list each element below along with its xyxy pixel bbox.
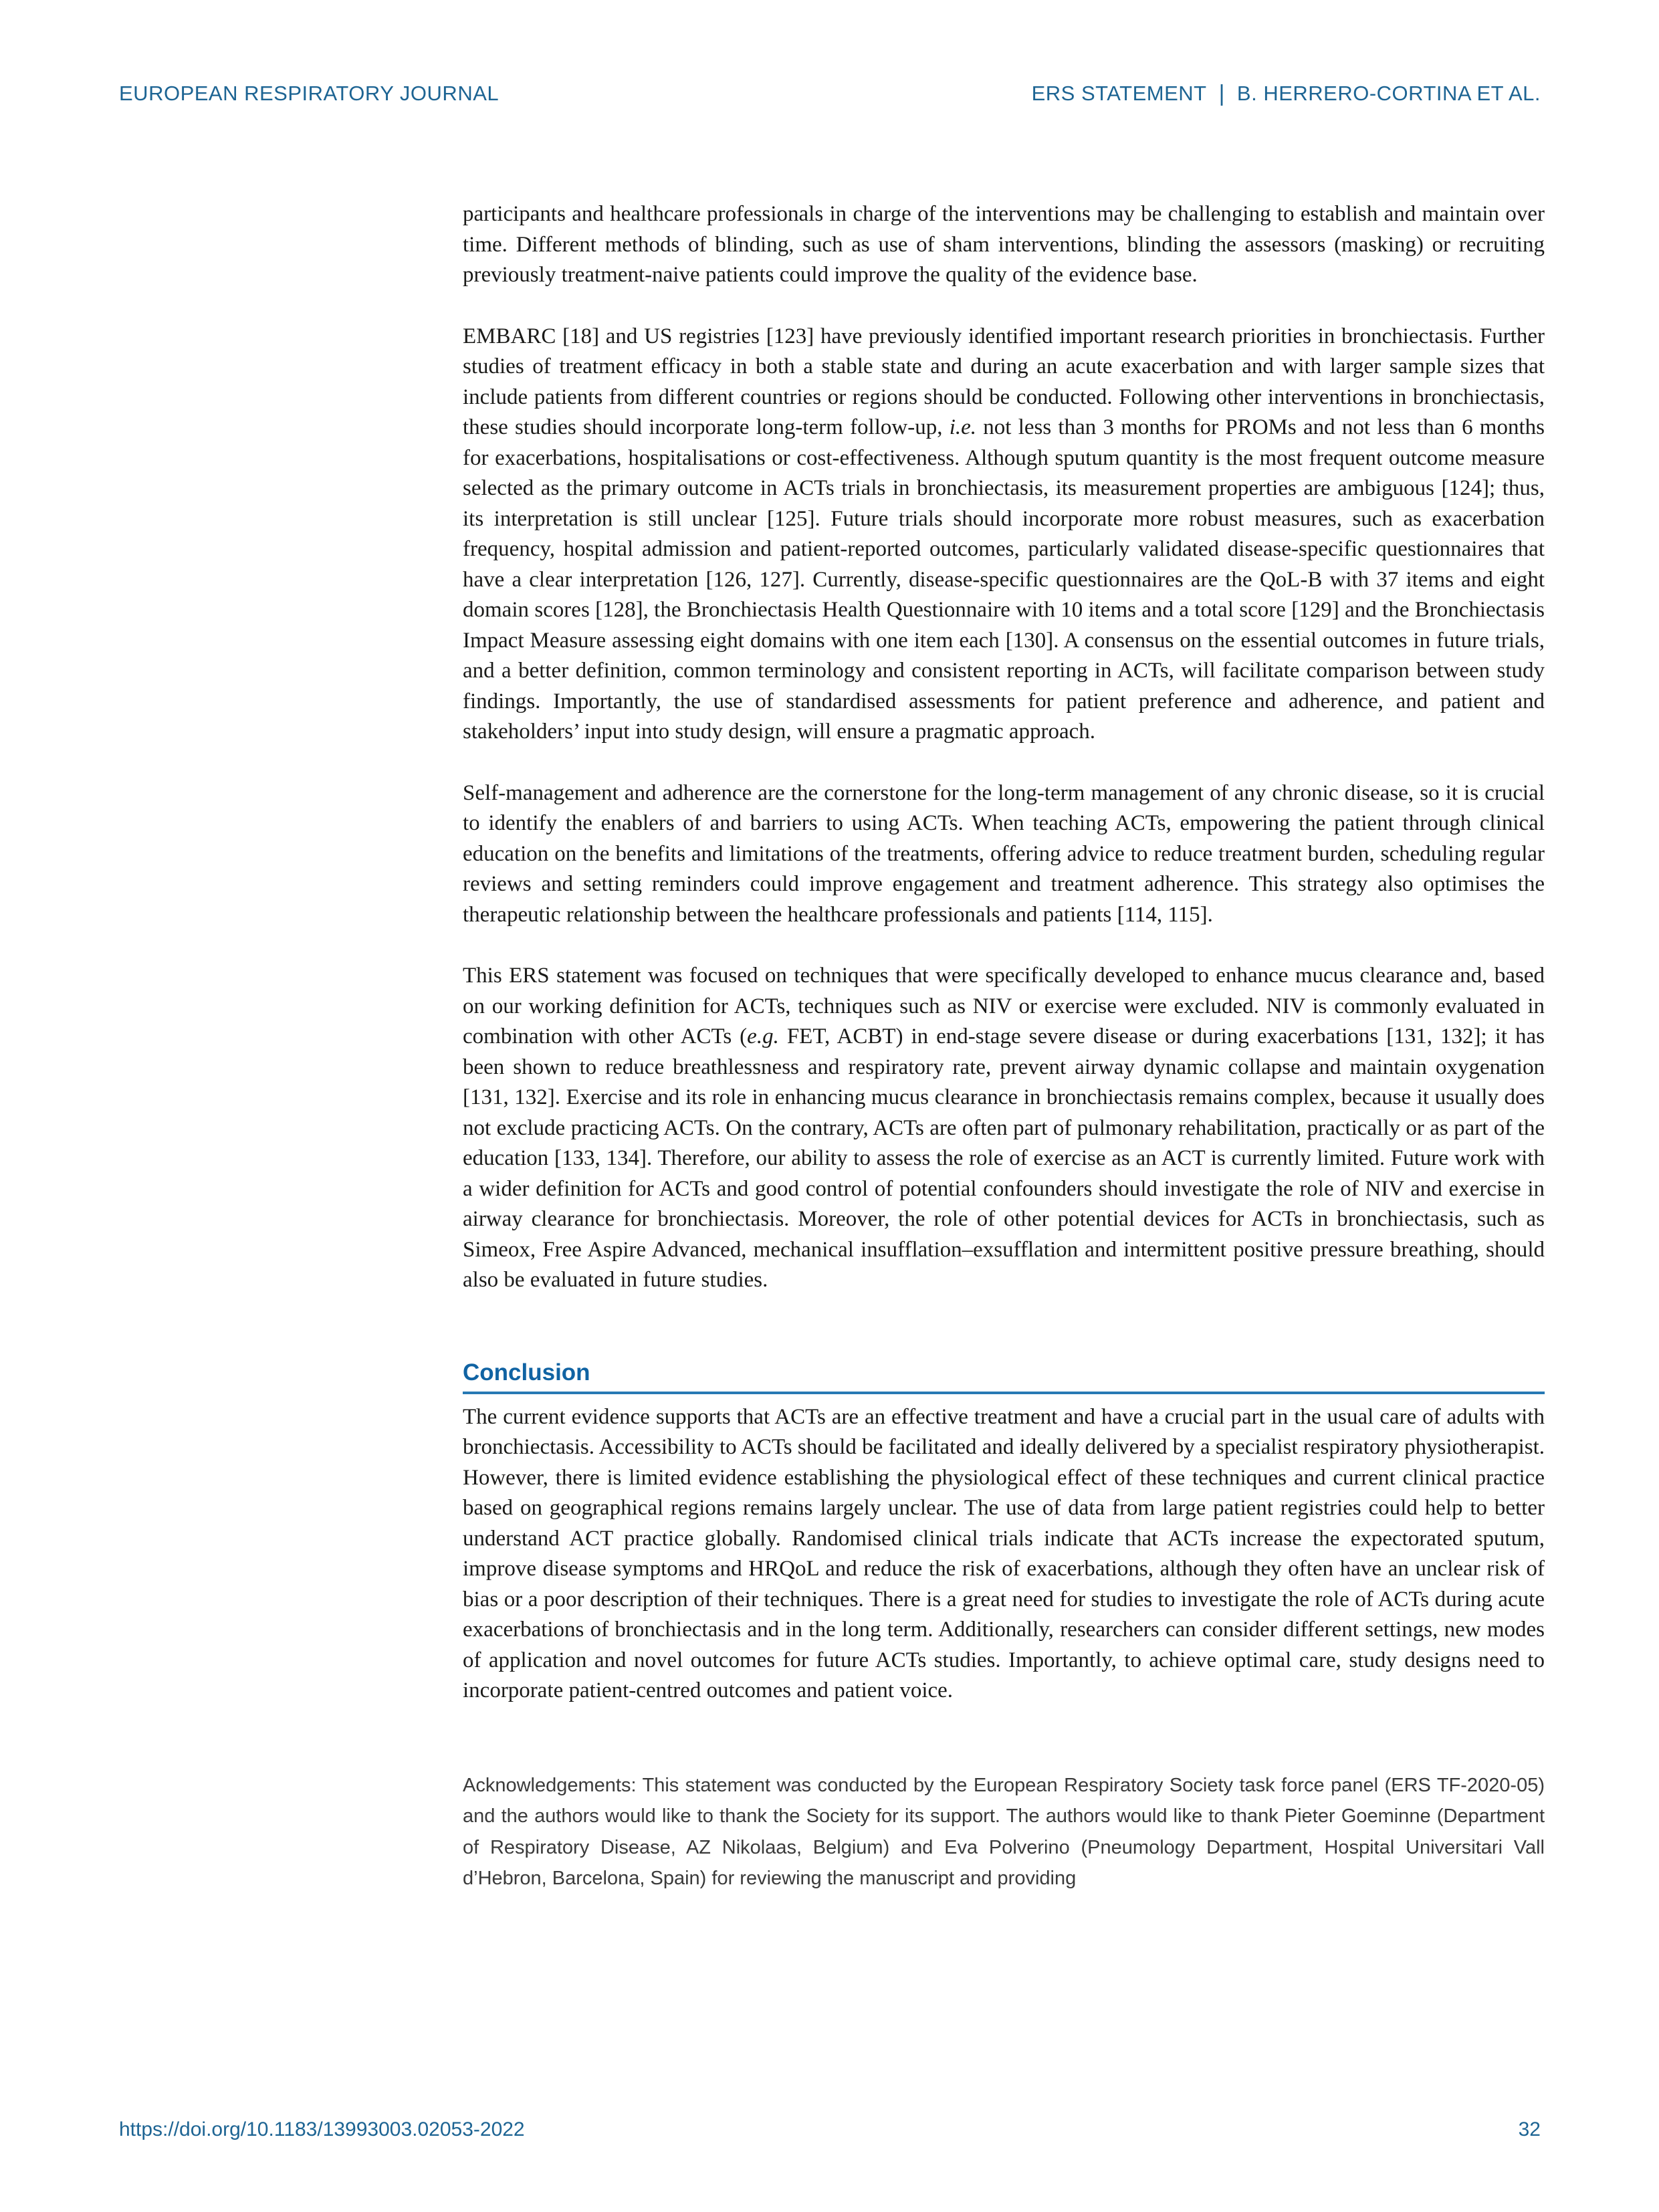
doi-link[interactable]: https://doi.org/10.1183/13993003.02053-2022 [119, 2118, 525, 2140]
conclusion-heading: Conclusion [463, 1359, 590, 1386]
running-head [1032, 80, 1541, 106]
article-type-label: ERS STATEMENT [1031, 82, 1207, 105]
conclusion-paragraph: The current evidence supports that ACTs are an effective treatment and have a crucial part in the usual care of adults with bronchiectasis. Accessibility to ACTs should be facilitated and ideally delivered by a specialist respiratory physiotherapist. However, there is limited evidence establishing the physiological effect of these techniques and current clinical practice based on geographical regions remains largely unclear. The use of data from large patient registries could help to better understand ACT practice globally. Randomised clinical trials indicate that ACTs increase the expectorated sputum, improve disease symptoms and HRQoL and reduce the risk of exacerbations, although they often have an unclear risk of bias or a poor description of their techniques. There is a great need for studies to investigate the role of ACTs during acute exacerbations of bronchiectasis and in the long term. Additionally, researchers can consider different settings, new modes of application and novel outcomes for future ACTs studies. Importantly, to achieve optimal care, study designs need to incorporate patient-centred outcomes and patient voice. [463, 1404, 1545, 1702]
section-rule [463, 1392, 1545, 1394]
page-header [119, 80, 1541, 106]
conclusion-section [463, 1359, 1545, 1706]
paragraph-4: This ERS statement was focused on techniques that were specifically developed to enhance mucus clearance and, based on our working definition for ACTs, techniques such as NIV or exercise were excluded. NIV is commonly evaluated in combination with other ACTs (e.g. FET, ACBT) in end-stage severe disease or during exacerbations [131, 132]; it has been shown to reduce breathlessness and respiratory rate, prevent airway dynamic collapse and maintain oxygenation [131, 132]. Exercise and its role in enhancing mucus clearance in bronchiectasis remains complex, because it usually does not exclude practicing ACTs. On the contrary, ACTs are often part of pulmonary rehabilitation, practically or as part of the education [133, 134]. Therefore, our ability to assess the role of exercise as an ACT is currently limited. Future work with a wider definition for ACTs and good control of potential confounders should investigate the role of NIV and exercise in airway clearance for bronchiectasis. Moreover, the role of other potential devices for ACTs in bronchiectasis, such as Simeox, Free Aspire Advanced, mechanical insufflation–exsufflation and intermittent positive pressure breathing, should also be evaluated in future studies. [463, 964, 1545, 1292]
page-number: 32 [1518, 2118, 1541, 2140]
paragraph-1: participants and healthcare professionals in charge of the interventions may be challenging to establish and maintain over time. Different methods of blinding, such as use of sham interventions, blinding the assessors (masking) or recruiting previously treatment-naive patients could improve the quality of the evidence base. [463, 202, 1545, 287]
header-separator: | [1218, 81, 1225, 106]
acknowledgements-paragraph: Acknowledgements: This statement was conducted by the European Respiratory Society task force panel (ERS TF-2020-05) and the authors would like to thank the Society for its support. The authors would like to thank Pieter Goeminne (Department of Respiratory Disease, AZ Nikolaas, Belgium) and Eva Polverino (Pneumology Department, Hospital Universitari Vall d’Hebron, Barcelona, Spain) for reviewing the manuscript and providing [463, 1774, 1545, 1889]
page-footer [119, 2118, 1541, 2141]
article-body [463, 199, 1545, 1914]
authors-label: B. HERRERO-CORTINA ET AL. [1236, 82, 1541, 105]
paragraph-3: Self-management and adherence are the cornerstone for the long-term management of any chronic disease, so it is crucial to identify the enablers of and barriers to using ACTs. When teaching ACTs, empowering the patient through clinical education on the benefits and limitations of the treatments, offering advice to reduce treatment burden, scheduling regular reviews and setting reminders could improve engagement and treatment adherence. This strategy also optimises the therapeutic relationship between the healthcare professionals and patients [114, 115]. [463, 780, 1545, 927]
paragraph-2: EMBARC [18] and US registries [123] have previously identified important research priorities in bronchiectasis. Further studies of treatment efficacy in both a stable state and during an acute exacerbation and with larger sample sizes that include patients from different countries or regions should be conducted. Following other interventions in bronchiectasis, these studies should incorporate long-term follow-up, i.e. not less than 3 months for PROMs and not less than 6 months for exacerbations, hospitalisations or cost-effectiveness. Although sputum quantity is the most frequent outcome measure selected as the primary outcome in ACTs trials in bronchiectasis, its measurement properties are ambiguous [124]; thus, its interpretation is still unclear [125]. Future trials should incorporate more robust measures, such as exacerbation frequency, hospital admission and patient-reported outcomes, particularly validated disease-specific questionnaires that have a clear interpretation [126, 127]. Currently, disease-specific questionnaires are the QoL-B with 37 items and eight domain scores [128], the Bronchiectasis Health Questionnaire with 10 items and a total score [129] and the Bronchiectasis Impact Measure assessing eight domains with one item each [130]. A consensus on the essential outcomes in future trials, and a better definition, common terminology and consistent reporting in ACTs, will facilitate comparison between study findings. Importantly, the use of standardised assessments for patient preference and adherence, and patient and stakeholders’ input into study design, will ensure a pragmatic approach. [463, 324, 1545, 744]
journal-title: EUROPEAN RESPIRATORY JOURNAL [119, 82, 500, 105]
